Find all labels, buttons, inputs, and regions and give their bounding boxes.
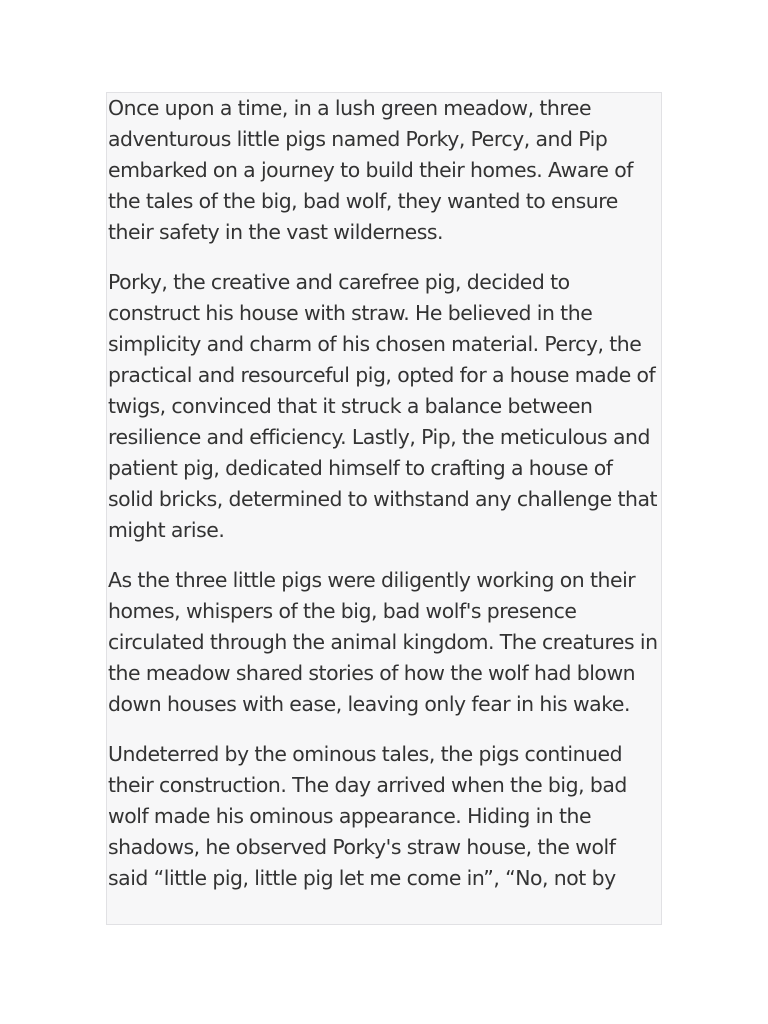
story-paragraph: As the three little pigs were diligently working on their homes, whispers of the big, bad wolf's presence circulated through the animal kingdom. The creatures in the meadow shared stories of how the wolf had blown down houses with ease, leaving only fear in his wake. xyxy=(108,568,658,716)
story-text xyxy=(107,93,661,894)
story-paragraph: Undeterred by the ominous tales, the pigs continued their construction. The day arrived when the big, bad wolf made his ominous appearance. Hiding in the shadows, he observed Porky's straw house, the wolf said “little pig, little pig let me come in”, “No, not by xyxy=(108,742,627,890)
story-text-panel xyxy=(106,92,662,925)
story-paragraph: Once upon a time, in a lush green meadow, three adventurous little pigs named Porky, Percy, and Pip embarked on a journey to build their homes. Aware of the tales of the big, bad wolf, they wanted to ensure their safety in the vast wilderness. xyxy=(108,96,634,244)
story-paragraph: Porky, the creative and carefree pig, decided to construct his house with straw. He believed in the simplicity and charm of his chosen material. Percy, the practical and resourceful pig, opted for a house made of twigs, convinced that it struck a balance between resilience and efficiency. Lastly, Pip, the meticulous and patient pig, dedicated himself to crafting a house of solid bricks, determined to withstand any challenge that might arise. xyxy=(108,270,658,542)
